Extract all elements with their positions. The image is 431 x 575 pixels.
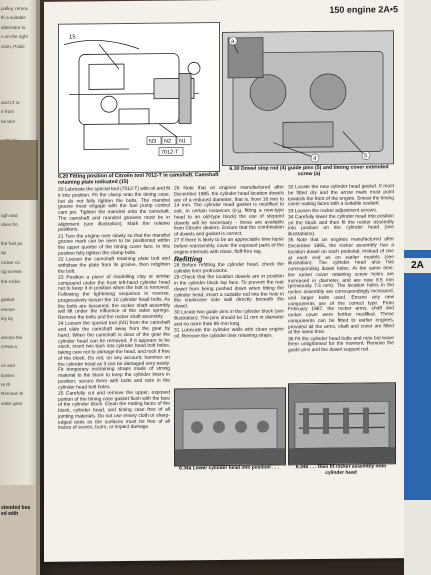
book-page (44, 0, 404, 562)
left-page-fragment: the rocke (1, 278, 20, 284)
paragraph-34: 34 Carefully lower the cylinder head into position on the block and then fit the rocker assembly into position on the cylinder head (see illustrations). (288, 213, 394, 238)
left-page-fragment: crews a (1, 344, 17, 350)
section-tab-strip (404, 0, 431, 575)
left-bottom-line-2: ed with (1, 511, 19, 517)
left-page-bottom-photo (0, 485, 40, 575)
left-page-fragment: ley by (1, 316, 14, 322)
left-page-fragment: loosen (1, 372, 15, 378)
left-page-fragment: re th (1, 382, 11, 387)
rocker-assembly-photo-b (289, 383, 395, 464)
label-n1: N1 (179, 138, 187, 145)
label-n2: N2 (164, 138, 172, 145)
figure-6-20-text: Fitting position of Citroën tool 7012-T in camshaft. Camshaft retaining plate indicated (15) (58, 172, 219, 186)
callout-5: 5 (364, 153, 368, 160)
photo-6-34a-text: Lower cylinder head into position . . . (192, 465, 279, 472)
text-column-3 (288, 184, 394, 354)
figure-6-30-number: 6.30 (229, 165, 240, 172)
left-page-fragment: alternator to (1, 24, 26, 30)
photo-6-34a-number: 6.34a (179, 466, 192, 472)
left-page-fragment: amove the (1, 335, 23, 340)
left-page-fragment: Remove th (1, 391, 24, 397)
paragraph-24: 24 Loosen the special tool (N1) from the camshaft and slide the camshaft away from the gear by hand. When the camshaft is clear of the gear the cylinder head can be removed. If it appears to be stuck, insert two bars into cylinder head bolt holes, taking care not to damage the head, and rock it free of the block. Do not, on any account, hammer on the cylinder head as it can be damaged very easily. Fit temporary restraining straps made of strong material to the block to keep the cylinder liners in position; secure them with bolts and nuts in the cylinder head bolt holes. (58, 320, 171, 391)
left-page-fragment: ne tem (1, 118, 16, 124)
figure-6-30-caption (228, 164, 390, 178)
left-page-fragment: n on the right (1, 34, 28, 40)
left-bottom-line-1: stended bea (1, 505, 31, 511)
section-tab-color (404, 250, 431, 500)
photo-6-34b-text: . . . then fit rocker assembly onto cylinder head (309, 464, 387, 476)
callout-4: 4 (313, 156, 317, 163)
left-page-fragment: and LT w (1, 100, 20, 105)
left-page-fragment: the fuel pu (1, 241, 23, 246)
photo-6-34a-caption (174, 465, 284, 472)
callout-a: a (231, 38, 235, 45)
photo-6-34a (174, 387, 286, 466)
paragraph-21: 21 Turn the engine over slowly so that the mandrel groove mark can be seen to be positioned within the upper quarter of the timing cover face. In this position fully tighten the clamp bolts. (58, 233, 170, 257)
cylinder-head-photo-a (175, 388, 285, 465)
paragraph-33: 33 Loosen the rocker adjustment screws. (288, 207, 378, 214)
left-page-fragment: rocker co (1, 259, 20, 265)
label-n3: N3 (149, 138, 157, 145)
paragraph-25: 25 Carefully cut and remove the upper, exposed portion of the timing case gasket flush with the face of the cylinder block. Clean the mating faces of the block, cylinder head, and timing case free of all jointing materials. Do not use emery cloth or sharp-edged tools as the surfaces must be free of all traces of scores, burrs, or impact damage. (58, 390, 170, 431)
text-column-1 (58, 187, 170, 433)
page-header: 150 engine 2A•5 (329, 4, 398, 15)
figure-6-30-text: Dowel stop rod (4) guide pins (5) and timing cover extended screw (a) (240, 164, 389, 178)
left-page-fragment: ng screws (1, 269, 22, 275)
cylinder-block-photo (223, 31, 393, 165)
left-page-fragment: ubes fro (1, 222, 18, 228)
figure-6-20 (58, 22, 220, 174)
left-page-fragment: ction, Positi (1, 43, 25, 49)
text-column-2 (174, 185, 284, 340)
paragraph-26: 26 Note that on engines manufactured after December 1985, the cylinder head location dowels are of a reduced diameter, that is, from 16 mm to 14 mm. The cylinder head gasket is modified to suit. In certain instances (e.g. fitting a new-type head to an old-type block) the use of stepped dowels will be necessary – these are available from Citroën dealers. Ensure that the combination of dowels and gasket is correct. (174, 185, 284, 238)
paragraph-27: 27 If there is likely to be an appreciable time lapse before reassembly, cover the exposed parts of the engine internals with clean, fluff-free rag. (174, 237, 284, 256)
callout-15: 15 (69, 34, 76, 41)
left-page-fragment: emove (1, 306, 15, 312)
refitting-heading: Refitting (174, 255, 203, 264)
figure-6-20-caption (58, 172, 220, 186)
paragraph-22: 22 Loosen the camshaft retaining plate bolt and withdraw the plate from its groove, then retighten the bolt. (58, 256, 170, 275)
left-page-fragment: th a suitable (1, 15, 26, 21)
paragraph-36: 36 Fit the cylinder head bolts and nuts but leave them untightened for the moment. Remove the guide pins and the dowel support rod. (288, 335, 394, 354)
paragraph-29: 29 Check that the location dowels are in position in the cylinder block top face. To prevent the rear dowel from being pushed down when fitting the cylinder head, insert a suitable rod into the hole in the crankcase side wall directly beneath the dowel. (174, 274, 284, 310)
figure-6-30 (222, 30, 394, 166)
paragraph-30: 30 Locate two guide pins in the cylinder block (see illustration). The pins should be 11 mm in diameter and no more than 95 mm long. (174, 309, 284, 328)
label-7012-t: 7012-T (161, 149, 179, 156)
left-page (0, 0, 40, 575)
paragraph-31: 31 Lubricate the cylinder walls with clean engine oil. Remove the cylinder liner retaining straps. (174, 327, 284, 340)
photo-6-34b-number: 6.34b (295, 465, 309, 471)
paragraph-20: 20 Lubricate the special tool (7012-T) with oil and fit it into position. Fit the clamp onto the timing case, but do not fully tighten the bolts. The mandrel groove must engage with the fuel pump control cam pin. Tighten the mandrel onto the camshaft. The camshaft and mandrel grooves must be in alignment (see illustration). Mark the relative positions. (58, 186, 171, 233)
section-tab-label: 2A (404, 258, 431, 273)
photo-6-34b-caption (288, 464, 394, 477)
left-page-fragment: e from (1, 109, 15, 115)
left-page-fragment: pulley, remov (1, 6, 28, 11)
paragraph-28: 28 Before refitting the cylinder head, check the cylinder liner protrusions. (174, 262, 284, 275)
camshaft-tool-diagram (59, 23, 219, 173)
paragraph-32: 32 Locate the new cylinder head gasket. It must be fitted dry and the arrow mark must point towards the front of the engine. Smear the timing cover mating faces with a suitable sealant. (288, 184, 394, 208)
paragraph-23: 23 Position a piece of modelling clay or similar compound under the front left-hand cylinder head nut to keep it in position when the bolt is removed. Following the tightening sequence in reverse, progressively loosen the 10 cylinder head bolts. As the bolts are loosened, the rocker shaft assembly will lift under the influence of the valve springs. Remove the bolts and the rocker shaft assembly. (58, 274, 170, 321)
left-page-fragment: ay. (1, 250, 7, 256)
figure-6-20-number: 6.20 (58, 173, 69, 180)
left-page-fragment: ugh and (1, 212, 18, 218)
photo-6-34b (288, 382, 396, 465)
left-page-fragment: valve gear (1, 400, 23, 406)
paragraph-35: 35 Note that on engines manufactured after December 1985, the rocker assembly has a location dowel on each pedestal, instead of one at each end as on earlier models (see illustration). The cylinder head also has corresponding dowel holes. At the same time, the rocker cover retaining screw holes are increased in diameter, and are now 8.5 mm (previously 7.5 mm). The location holes in the rocker assembly are correspondingly increased, and larger bolts used. Ensure any new components are of the correct type. From February 1987, the rocker arms, shaft and rocker cover were further modified. These components can be fitted to earlier engines, provided all the arms, shaft and cover are fitted at the same time. (288, 237, 394, 336)
left-page-fragment: gasket (1, 297, 15, 303)
left-page-photo (0, 140, 38, 200)
left-page-fragment: ce and (1, 363, 15, 369)
